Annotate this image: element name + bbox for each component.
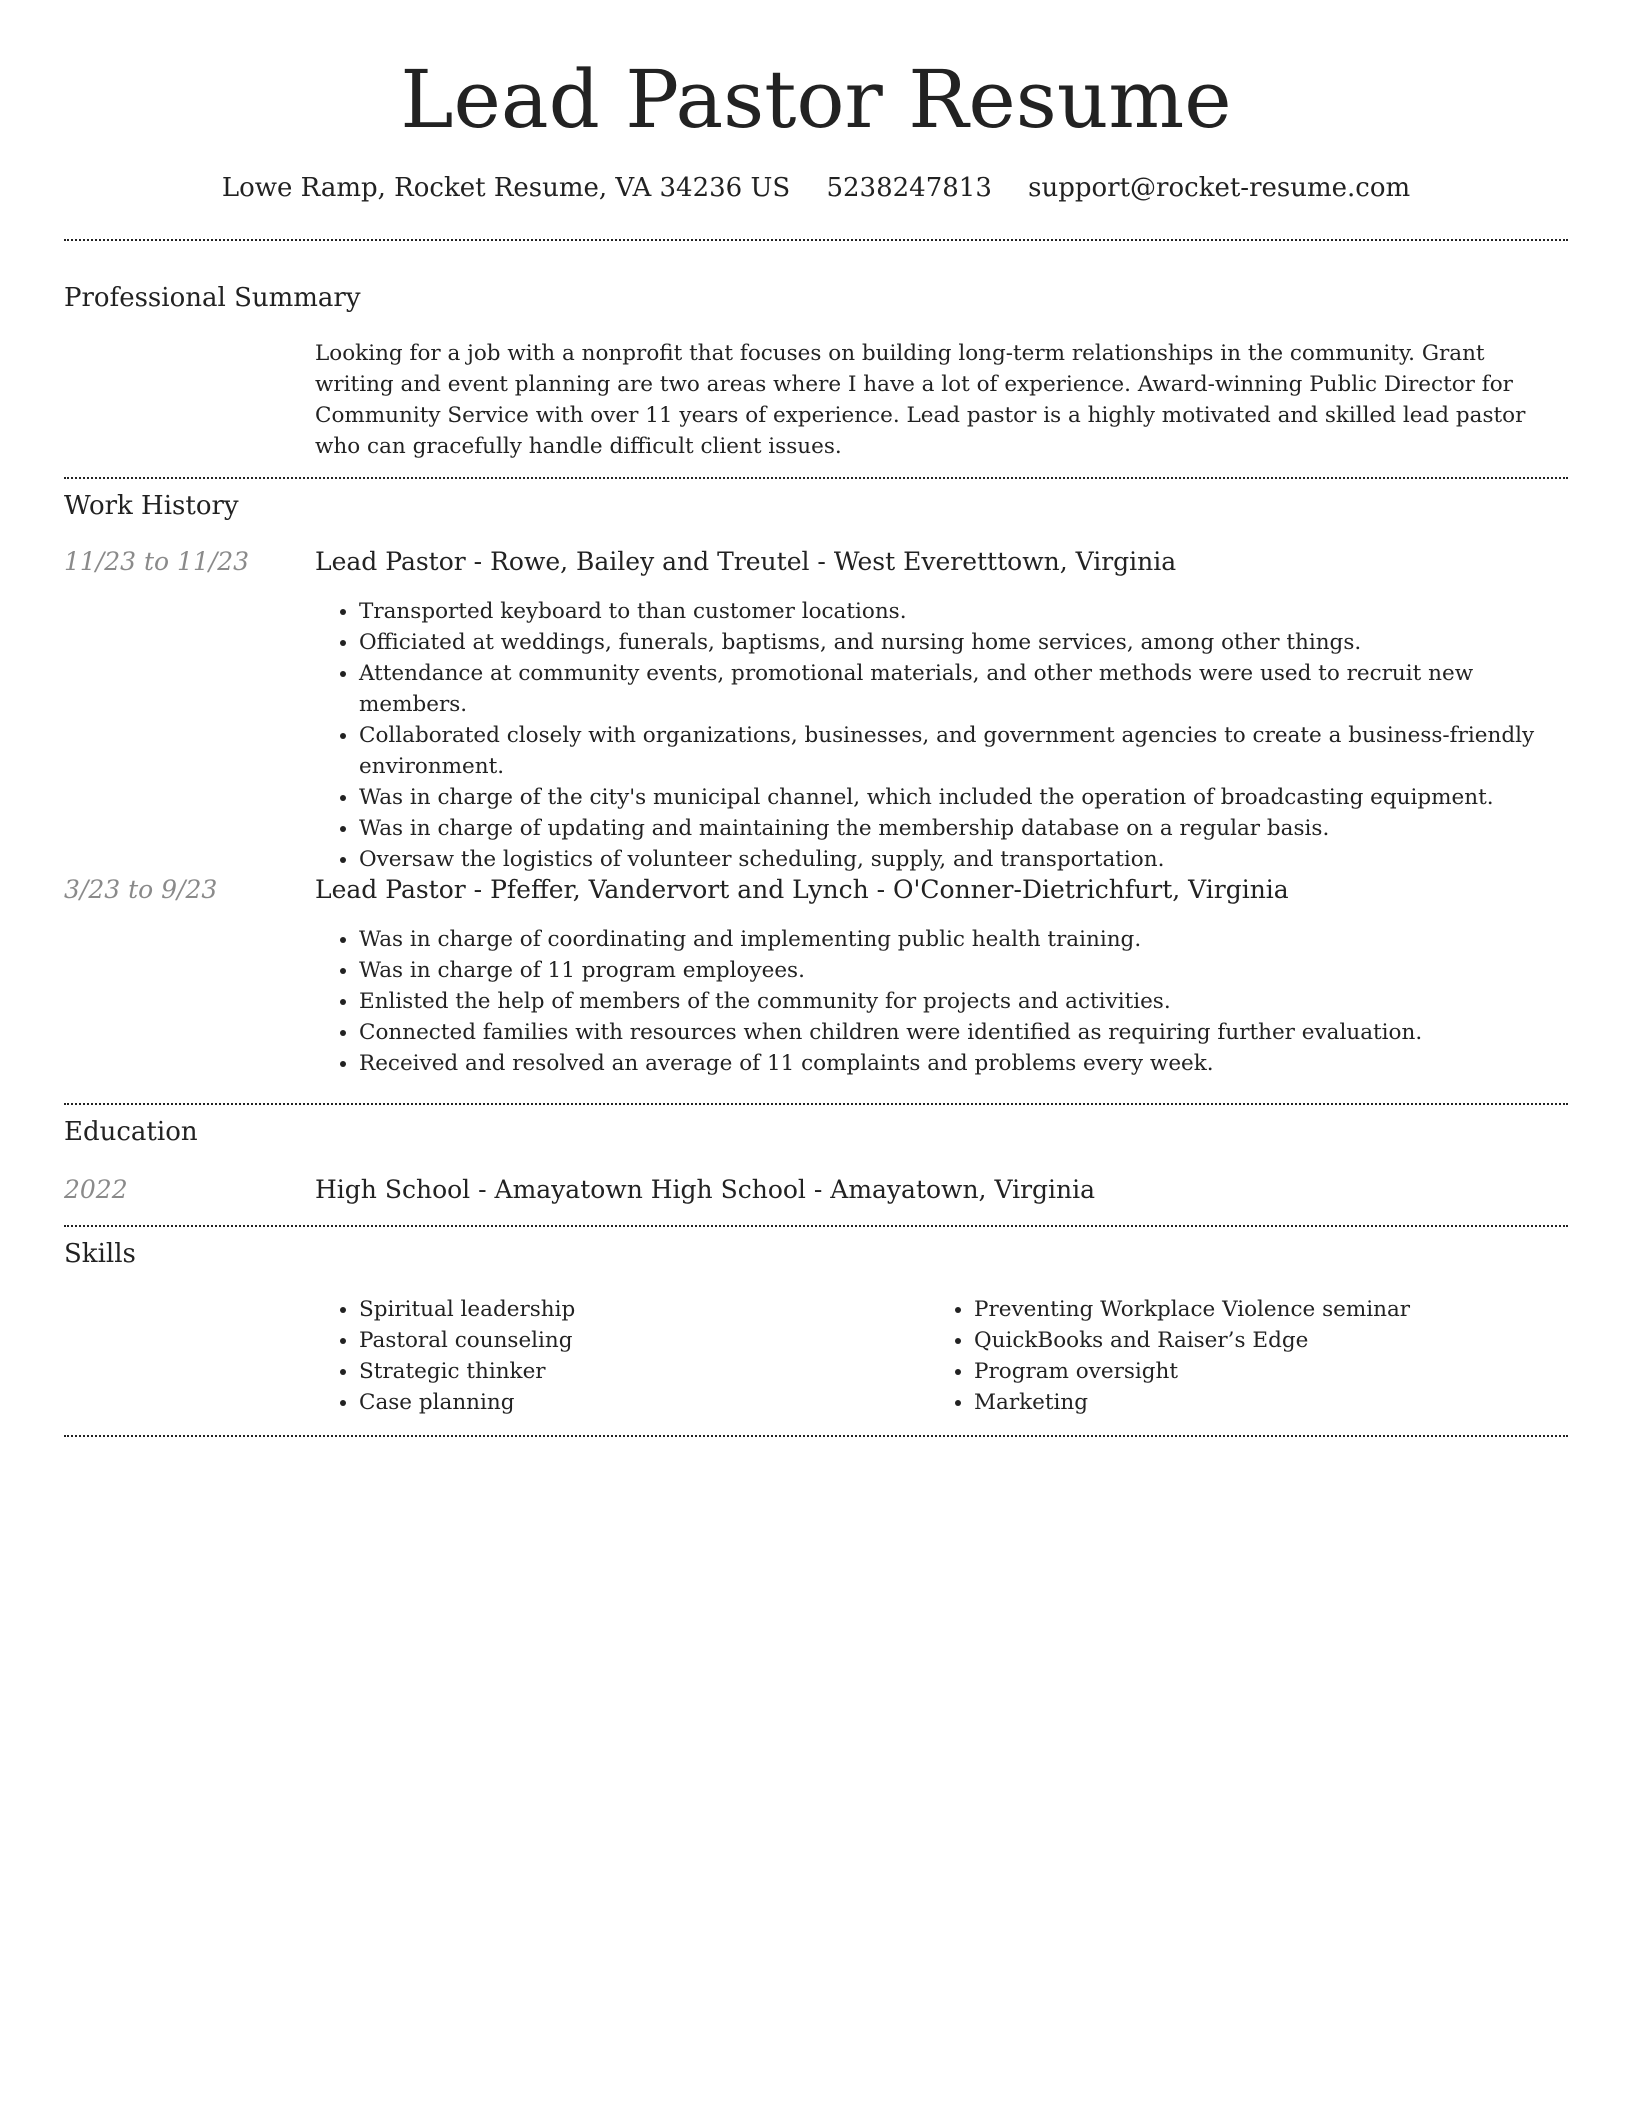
list-item: • Oversaw the logistics of volunteer scheduling, supply, and transportation. xyxy=(359,844,1568,875)
skills-list-left xyxy=(315,1294,915,1418)
contact-address: Lowe Ramp, Rocket Resume, VA 34236 US xyxy=(221,173,791,203)
education-title: High School - Amayatown High School - Amayatown, Virginia xyxy=(315,1175,1096,1204)
list-item: • Received and resolved an average of 11 complaints and problems every week. xyxy=(359,1048,1568,1079)
list-item: • Was in charge of 11 program employees. xyxy=(359,955,1568,986)
contact-phone: 5238247813 xyxy=(826,173,992,203)
divider xyxy=(64,477,1568,479)
job-bullets xyxy=(315,596,1568,875)
skill-item: • Strategic thinker xyxy=(359,1356,915,1387)
list-item: • Enlisted the help of members of the community for projects and activities. xyxy=(359,986,1568,1017)
summary-text: Looking for a job with a nonprofit that focuses on building long-term relationships in the community. Grant writing and event planning are two areas where I have a lot of experience. Award-winning Public Director for Community Service with over 11 years of experience. Lead pastor is a highly motivated and skilled lead pastor who can gracefully handle difficult client issues. xyxy=(315,341,1526,459)
divider xyxy=(64,1103,1568,1105)
list-item: • Collaborated closely with organizations, businesses, and government agencies to create a business-friendly environment. xyxy=(359,720,1568,782)
skills-list-right xyxy=(930,1294,1530,1418)
contact-line xyxy=(64,168,1568,208)
skill-item: • Case planning xyxy=(359,1387,915,1418)
work-history-heading: Work History xyxy=(64,491,239,521)
skill-item: • Marketing xyxy=(974,1387,1530,1418)
job-dates: 11/23 to 11/23 xyxy=(64,547,250,576)
education-heading: Education xyxy=(64,1117,198,1147)
skills-heading: Skills xyxy=(64,1239,136,1269)
job-bullets xyxy=(315,924,1568,1079)
skill-item: • QuickBooks and Raiser’s Edge xyxy=(974,1325,1530,1356)
resume-title: Lead Pastor Resume xyxy=(400,53,1232,146)
job-title: Lead Pastor - Rowe, Bailey and Treutel - West Everetttown, Virginia xyxy=(315,547,1177,576)
list-item: • Was in charge of the city's municipal channel, which included the operation of broadcasting equipment. xyxy=(359,782,1568,813)
list-item: • Connected families with resources when children were identified as requiring further evaluation. xyxy=(359,1017,1568,1048)
skill-item: • Pastoral counseling xyxy=(359,1325,915,1356)
divider xyxy=(64,1225,1568,1227)
job-title: Lead Pastor - Pfeffer, Vandervort and Lynch - O'Conner-Dietrichfurt, Virginia xyxy=(315,875,1289,904)
skill-item: • Spiritual leadership xyxy=(359,1294,915,1325)
education-year: 2022 xyxy=(64,1175,128,1204)
list-item: • Was in charge of updating and maintaining the membership database on a regular basis. xyxy=(359,813,1568,844)
skill-item: • Program oversight xyxy=(974,1356,1530,1387)
divider xyxy=(64,1435,1568,1437)
skill-item: • Preventing Workplace Violence seminar xyxy=(974,1294,1530,1325)
job-dates: 3/23 to 9/23 xyxy=(64,875,218,904)
list-item: • Transported keyboard to than customer locations. xyxy=(359,596,1568,627)
list-item: • Attendance at community events, promotional materials, and other methods were used to recruit new members. xyxy=(359,658,1568,720)
list-item: • Officiated at weddings, funerals, baptisms, and nursing home services, among other things. xyxy=(359,627,1568,658)
divider xyxy=(64,239,1568,241)
list-item: • Was in charge of coordinating and implementing public health training. xyxy=(359,924,1568,955)
summary-heading: Professional Summary xyxy=(64,283,361,313)
contact-email: support@rocket-resume.com xyxy=(1028,173,1411,203)
